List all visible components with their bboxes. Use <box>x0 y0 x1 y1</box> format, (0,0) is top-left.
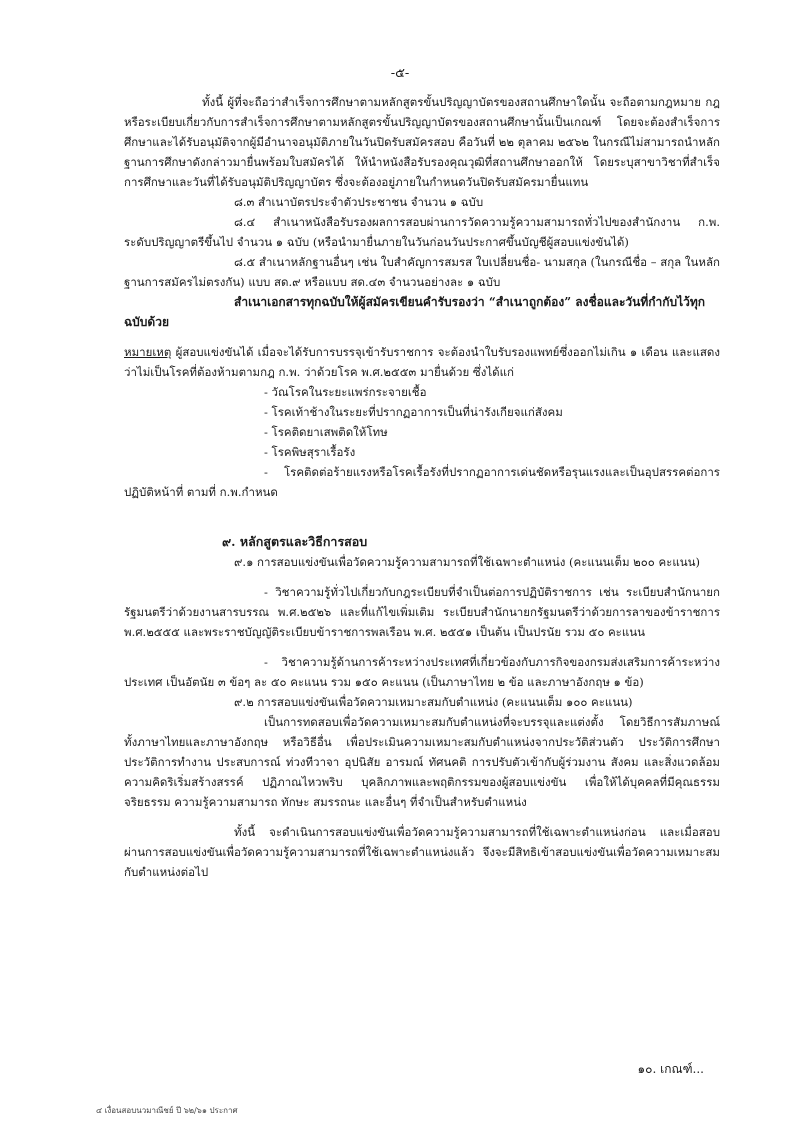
spacer <box>124 642 720 652</box>
certify-note: สำเนาเอกสารทุกฉบับให้ผู้สมัครเขียนคำรับรองว่า “สำเนาถูกต้อง” ลงชื่อและวันที่กำกับไว้ทุกฉบับด้วย <box>124 295 706 329</box>
page-number: -๕- <box>390 66 410 81</box>
spacer <box>124 572 720 582</box>
disease-item-last: - โรคติดต่อร้ายแรงหรือโรคเรื้อรังที่ปรากฏอาการเด่นชัดหรือรุนแรงและเป็นอุปสรรคต่อการปฏิบัติหน้าที่ ตามที่ ก.พ.กำหนด <box>124 465 720 499</box>
paragraph-intro: ทั้งนี้ ผู้ที่จะถือว่าสำเร็จการศึกษาตามหลักสูตรขั้นปริญญาบัตรของสถานศึกษาใดนั้น จะถือตามกฎหมาย กฎ หรือระเบียบเกี่ยวกับการสำเร็จการศึกษาตามหลักสูตรขั้นปริญญาบัตรของสถานศึกษานั้นเป็นเกณฑ์ โดยจะต้องสำเร็จการศึกษาและได้รับอนุมัติจากผู้มีอำนาจอนุมัติภายในวันปิดรับสมัครสอบ คือวันที่ ๒๒ ตุลาคม ๒๕๖๒ ในกรณีไม่สามารถนำหลักฐานการศึกษาดังกล่าวมายื่นพร้อมใบสมัครได้ ให้นำหนังสือรับรองคุณวุฒิที่สถานศึกษาออกให้ โดยระบุสาขาวิชาที่สำเร็จการศึกษาและวันที่ได้รับอนุมัติปริญญาบัตร ซึ่งจะต้องอยู่ภายในกำหนดวันปิดรับสมัครมายื่นแทน <box>124 95 720 189</box>
item-8-3: ๘.๓ สำเนาบัตรประจำตัวประชาชน จำนวน ๑ ฉบับ <box>234 195 484 209</box>
section-9-2: ๙.๒ การสอบแข่งขันเพื่อวัดความเหมาะสมกับตำแหน่ง (คะแนนเต็ม ๑๐๐ คะแนน) <box>234 695 633 709</box>
disease-item: - โรคติดยาเสพติดให้โทษ <box>264 425 388 439</box>
remark-label: หมายเหตุ <box>124 345 172 359</box>
section-9-1: ๙.๑ การสอบแข่งขันเพื่อวัดความรู้ความสามารถที่ใช้เฉพาะตำแหน่ง (คะแนนเต็ม ๒๐๐ คะแนน) <box>234 555 700 569</box>
document-body <box>124 92 720 882</box>
section-9-title: ๙. หลักสูตรและวิธีการสอบ <box>222 534 368 549</box>
spacer <box>124 812 720 822</box>
disease-item: - โรคเท้าช้างในระยะที่ปรากฏอาการเป็นที่น่ารังเกียจแก่สังคม <box>264 405 563 419</box>
footer-note: ๔ เงื่อนสอบนวมาณีชย์ ปี ๖๒/๖๑ ประกาศ <box>96 1106 238 1115</box>
section-9-1-b: - วิชาความรู้ด้านการค้าระหว่างประเทศที่เกี่ยวข้องกับภารกิจของกรมส่งเสริมการค้าระหว่างประเทศ เป็นอัตนัย ๓ ข้อๆ ละ ๕๐ คะแนน รวม ๑๕๐ คะแนน (เป็นภาษาไทย ๒ ข้อ และภาษาอังกฤษ ๑ ข้อ) <box>124 655 720 689</box>
section-9-2-text: เป็นการทดสอบเพื่อวัดความเหมาะสมกับตำแหน่งที่จะบรรจุและแต่งตั้ง โดยวิธีการสัมภาษณ์ทั้งภาษาไทยและภาษาอังกฤษ หรือวิธีอื่น เพื่อประเมินความเหมาะสมกับตำแหน่งจากประวัติส่วนตัว ประวัติการศึกษา ประวัติการทำงาน ประสบการณ์ ท่วงทีวาจา อุปนิสัย อารมณ์ ทัศนคติ การปรับตัวเข้ากับผู้ร่วมงาน สังคม และสิ่งแวดล้อม ความคิดริเริ่มสร้างสรรค์ ปฏิภาณไหวพริบ บุคลิกภาพและพฤติกรรมของผู้สอบแข่งขัน เพื่อให้ได้บุคคลที่มีคุณธรรม จริยธรรม ความรู้ความสามารถ ทักษะ สมรรถนะ และอื่นๆ ที่จำเป็นสำหรับตำแหน่ง <box>124 715 720 809</box>
continued-marker: ๑๐. เกณฑ์... <box>637 1062 704 1076</box>
disease-list <box>124 382 720 462</box>
section-9-1-a: - วิชาความรู้ทั่วไปเกี่ยวกับกฎระเบียบที่จำเป็นต่อการปฏิบัติราชการ เช่น ระเบียบสำนักนายกรัฐมนตรีว่าด้วยงานสารบรรณ พ.ศ.๒๕๒๖ และที่แก้ไขเพิ่มเติม ระเบียบสำนักนายกรัฐมนตรีว่าด้วยการลาของข้าราชการ พ.ศ.๒๕๕๕ และพระราชบัญญัติระเบียบข้าราชการพลเรือน พ.ศ. ๒๕๕๑ เป็นต้น เป็นปรนัย รวม ๕๐ คะแนน <box>124 585 720 639</box>
disease-item: - วัณโรคในระยะแพร่กระจายเชื้อ <box>264 385 427 399</box>
disease-item: - โรคพิษสุราเรื้อรัง <box>264 445 356 459</box>
remark-text: ผู้สอบแข่งขันได้ เมื่อจะได้รับการบรรจุเข้ารับราชการ จะต้องนำใบรับรองแพทย์ซึ่งออกไม่เกิน ๑ เดือน และแสดงว่าไม่เป็นโรคที่ต้องห้ามตามกฎ ก.พ. ว่าด้วยโรค พ.ศ.๒๕๕๓ มายื่นด้วย ซึ่งได้แก่ <box>124 345 720 379</box>
closing-paragraph: ทั้งนี้ จะดำเนินการสอบแข่งขันเพื่อวัดความรู้ความสามารถที่ใช้เฉพาะตำแหน่งก่อน และเมื่อสอบผ่านการสอบแข่งขันเพื่อวัดความรู้ความสามารถที่ใช้เฉพาะตำแหน่งแล้ว จึงจะมีสิทธิเข้าสอบแข่งขันเพื่อวัดความเหมาะสมกับตำแหน่งต่อไป <box>124 825 720 879</box>
item-8-5: ๘.๕ สำเนาหลักฐานอื่นๆ เช่น ใบสำคัญการสมรส ใบเปลี่ยนชื่อ- นามสกุล (ในกรณีชื่อ – สกุล ในหลักฐานการสมัครไม่ตรงกัน) แบบ สด.๙ หรือแบบ สด.๔๓ จำนวนอย่างละ ๑ ฉบับ <box>124 255 720 289</box>
item-8-4: ๘.๔ สำเนาหนังสือรับรองผลการสอบผ่านการวัดความรู้ความสามารถทั่วไปของสำนักงาน ก.พ. ระดับปริญญาตรีขึ้นไป จำนวน ๑ ฉบับ (หรือนำมายื่นภายในวันก่อนวันประกาศขึ้นบัญชีผู้สอบแข่งขันได้) <box>124 215 720 249</box>
spacer <box>124 502 720 532</box>
spacer <box>124 332 720 342</box>
remark <box>124 342 720 382</box>
